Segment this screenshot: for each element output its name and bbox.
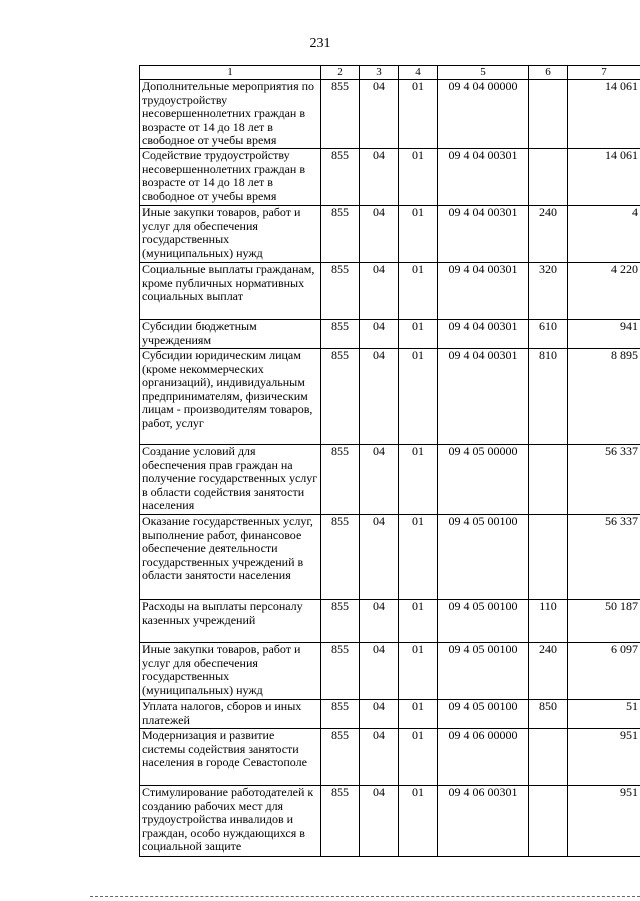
row-subsection-code: 01 xyxy=(399,642,438,699)
row-target-code: 09 4 05 00100 xyxy=(438,699,529,728)
row-target-code: 09 4 06 00301 xyxy=(438,785,529,856)
row-subsection-code: 01 xyxy=(399,348,438,444)
row-section-code: 04 xyxy=(360,599,399,642)
table-row xyxy=(140,148,640,205)
row-expense-type: 240 xyxy=(529,642,568,699)
row-subsection-code: 01 xyxy=(399,148,438,205)
row-amount: 14 061 xyxy=(568,148,640,205)
row-ministry-code: 855 xyxy=(321,80,360,149)
row-amount: 50 187 xyxy=(568,599,640,642)
row-name: Субсидии бюджетным учреждениям xyxy=(140,319,321,348)
table-row xyxy=(140,785,640,856)
row-section-code: 04 xyxy=(360,785,399,856)
row-expense-type xyxy=(529,728,568,785)
row-section-code: 04 xyxy=(360,319,399,348)
row-section-code: 04 xyxy=(360,80,399,149)
row-expense-type: 850 xyxy=(529,699,568,728)
column-header-5: 5 xyxy=(438,66,529,80)
row-subsection-code: 01 xyxy=(399,599,438,642)
row-name: Социальные выплаты гражданам, кроме публичных нормативных социальных выплат xyxy=(140,262,321,319)
row-name: Уплата налогов, сборов и иных платежей xyxy=(140,699,321,728)
row-name: Создание условий для обеспечения прав граждан на получение государственных услуг в области содействия занятости населения xyxy=(140,444,321,514)
row-name: Субсидии юридическим лицам (кроме некоммерческих организаций), индивидуальным предпринимателям, физическим лицам - производителям товаров, работ, услуг xyxy=(140,348,321,444)
row-ministry-code: 855 xyxy=(321,599,360,642)
row-ministry-code: 855 xyxy=(321,319,360,348)
row-ministry-code: 855 xyxy=(321,444,360,514)
row-section-code: 04 xyxy=(360,728,399,785)
footer-divider xyxy=(90,896,640,897)
row-expense-type: 320 xyxy=(529,262,568,319)
row-target-code: 09 4 04 00301 xyxy=(438,262,529,319)
row-amount: 6 097 xyxy=(568,642,640,699)
row-ministry-code: 855 xyxy=(321,205,360,262)
row-section-code: 04 xyxy=(360,514,399,599)
budget-table xyxy=(139,65,640,857)
row-expense-type xyxy=(529,514,568,599)
row-section-code: 04 xyxy=(360,348,399,444)
row-section-code: 04 xyxy=(360,148,399,205)
table-row xyxy=(140,728,640,785)
row-name: Стимулирование работодателей к созданию рабочих мест для трудоустройства инвалидов и граждан, особо нуждающихся в социальной защите xyxy=(140,785,321,856)
row-section-code: 04 xyxy=(360,262,399,319)
row-ministry-code: 855 xyxy=(321,262,360,319)
table-row xyxy=(140,699,640,728)
row-amount: 951 xyxy=(568,728,640,785)
row-expense-type xyxy=(529,148,568,205)
row-target-code: 09 4 06 00000 xyxy=(438,728,529,785)
table-row xyxy=(140,514,640,599)
row-amount: 941 xyxy=(568,319,640,348)
row-amount: 4 xyxy=(568,205,640,262)
column-header-1: 1 xyxy=(140,66,321,80)
row-subsection-code: 01 xyxy=(399,514,438,599)
row-target-code: 09 4 05 00100 xyxy=(438,599,529,642)
column-header-3: 3 xyxy=(360,66,399,80)
row-name: Иные закупки товаров, работ и услуг для обеспечения государственных (муниципальных) нужд xyxy=(140,642,321,699)
row-target-code: 09 4 04 00301 xyxy=(438,348,529,444)
row-name: Расходы на выплаты персоналу казенных учреждений xyxy=(140,599,321,642)
page-number: 231 xyxy=(309,36,331,51)
row-target-code: 09 4 05 00100 xyxy=(438,514,529,599)
row-amount: 51 xyxy=(568,699,640,728)
row-name: Иные закупки товаров, работ и услуг для обеспечения государственных (муниципальных) нужд xyxy=(140,205,321,262)
row-amount: 8 895 xyxy=(568,348,640,444)
row-expense-type: 110 xyxy=(529,599,568,642)
row-expense-type: 240 xyxy=(529,205,568,262)
row-amount: 4 220 xyxy=(568,262,640,319)
row-amount: 951 xyxy=(568,785,640,856)
row-ministry-code: 855 xyxy=(321,148,360,205)
row-subsection-code: 01 xyxy=(399,728,438,785)
row-subsection-code: 01 xyxy=(399,785,438,856)
row-ministry-code: 855 xyxy=(321,642,360,699)
table-row xyxy=(140,262,640,319)
column-header-2: 2 xyxy=(321,66,360,80)
row-section-code: 04 xyxy=(360,642,399,699)
table-header-row xyxy=(140,66,640,80)
row-name: Дополнительные мероприятия по трудоустройству несовершеннолетних граждан в возрасте от 14 до 18 лет в свободное от учебы время xyxy=(140,80,321,149)
row-ministry-code: 855 xyxy=(321,728,360,785)
table-row xyxy=(140,80,640,149)
row-amount: 56 337 xyxy=(568,514,640,599)
row-name: Оказание государственных услуг, выполнение работ, финансовое обеспечение деятельности государственных учреждений в области занятости населения xyxy=(140,514,321,599)
row-expense-type: 810 xyxy=(529,348,568,444)
row-target-code: 09 4 04 00000 xyxy=(438,80,529,149)
column-header-6: 6 xyxy=(529,66,568,80)
row-section-code: 04 xyxy=(360,699,399,728)
row-target-code: 09 4 04 00301 xyxy=(438,148,529,205)
row-subsection-code: 01 xyxy=(399,444,438,514)
row-target-code: 09 4 04 00301 xyxy=(438,205,529,262)
row-ministry-code: 855 xyxy=(321,699,360,728)
row-expense-type xyxy=(529,785,568,856)
row-target-code: 09 4 05 00000 xyxy=(438,444,529,514)
row-name: Модернизация и развитие системы содействия занятости населения в городе Севастополе xyxy=(140,728,321,785)
table-row xyxy=(140,444,640,514)
row-section-code: 04 xyxy=(360,444,399,514)
row-expense-type xyxy=(529,444,568,514)
row-ministry-code: 855 xyxy=(321,348,360,444)
row-subsection-code: 01 xyxy=(399,699,438,728)
row-expense-type xyxy=(529,80,568,149)
row-subsection-code: 01 xyxy=(399,205,438,262)
table-row xyxy=(140,599,640,642)
row-ministry-code: 855 xyxy=(321,785,360,856)
row-name: Содействие трудоустройству несовершеннолетних граждан в возрасте от 14 до 18 лет в свободное от учебы время xyxy=(140,148,321,205)
table-row xyxy=(140,642,640,699)
row-amount: 14 061 xyxy=(568,80,640,149)
row-subsection-code: 01 xyxy=(399,262,438,319)
row-target-code: 09 4 05 00100 xyxy=(438,642,529,699)
row-target-code: 09 4 04 00301 xyxy=(438,319,529,348)
row-expense-type: 610 xyxy=(529,319,568,348)
row-amount: 56 337 xyxy=(568,444,640,514)
table-row xyxy=(140,205,640,262)
row-subsection-code: 01 xyxy=(399,319,438,348)
row-ministry-code: 855 xyxy=(321,514,360,599)
table-row xyxy=(140,319,640,348)
table-row xyxy=(140,348,640,444)
row-section-code: 04 xyxy=(360,205,399,262)
column-header-7: 7 xyxy=(568,66,640,80)
column-header-4: 4 xyxy=(399,66,438,80)
row-subsection-code: 01 xyxy=(399,80,438,149)
